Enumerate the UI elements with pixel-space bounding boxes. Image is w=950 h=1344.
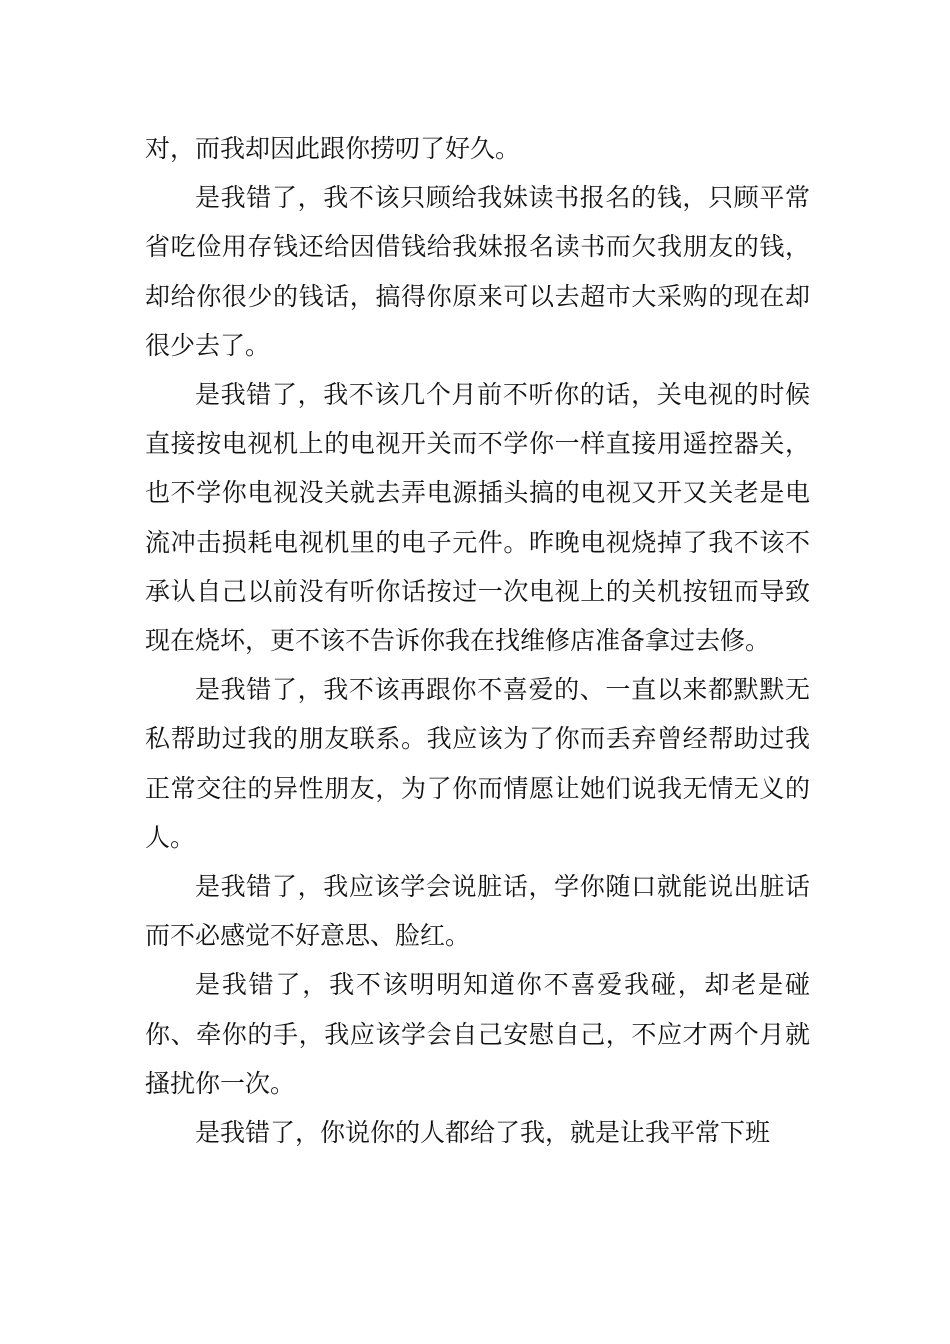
paragraph-2: 是我错了，我不该几个月前不听你的话，关电视的时候直接按电视机上的电视开关而不学你一样直接用遥控器关，也不学你电视没关就去弄电源插头搞的电视又开又关老是电流冲击损耗电视机里的电子元件。昨晚电视烧掉了我不该不承认自己以前没有听你话按过一次电视上的关机按钮而导致现在烧坏，更不该不告诉你我在找维修店准备拿过去修。 xyxy=(145,380,810,656)
paragraph-4: 是我错了，我应该学会说脏话，学你随口就能说出脏话而不必感觉不好意思、脸红。 xyxy=(145,872,810,951)
paragraph-6: 是我错了，你说你的人都给了我，就是让我平常下班 xyxy=(195,1118,771,1148)
paragraph-5: 是我错了，我不该明明知道你不喜爱我碰，却老是碰你、牵你的手，我应该学会自己安慰自己，不应才两个月就搔扰你一次。 xyxy=(145,970,810,1098)
paragraph-3: 是我错了，我不该再跟你不喜爱的、一直以来都默默无私帮助过我的朋友联系。我应该为了你而丢弃曾经帮助过我正常交往的异性朋友，为了你而情愿让她们说我无情无义的人。 xyxy=(145,675,810,852)
document-page xyxy=(145,124,810,1157)
paragraph-0: 对，而我却因此跟你捞叨了好久。 xyxy=(145,134,521,163)
paragraph-1: 是我错了，我不该只顾给我妹读书报名的钱，只顾平常省吃俭用存钱还给因借钱给我妹报名读书而欠我朋友的钱，却给你很少的钱话，搞得你原来可以去超市大采购的现在却很少去了。 xyxy=(145,183,810,360)
